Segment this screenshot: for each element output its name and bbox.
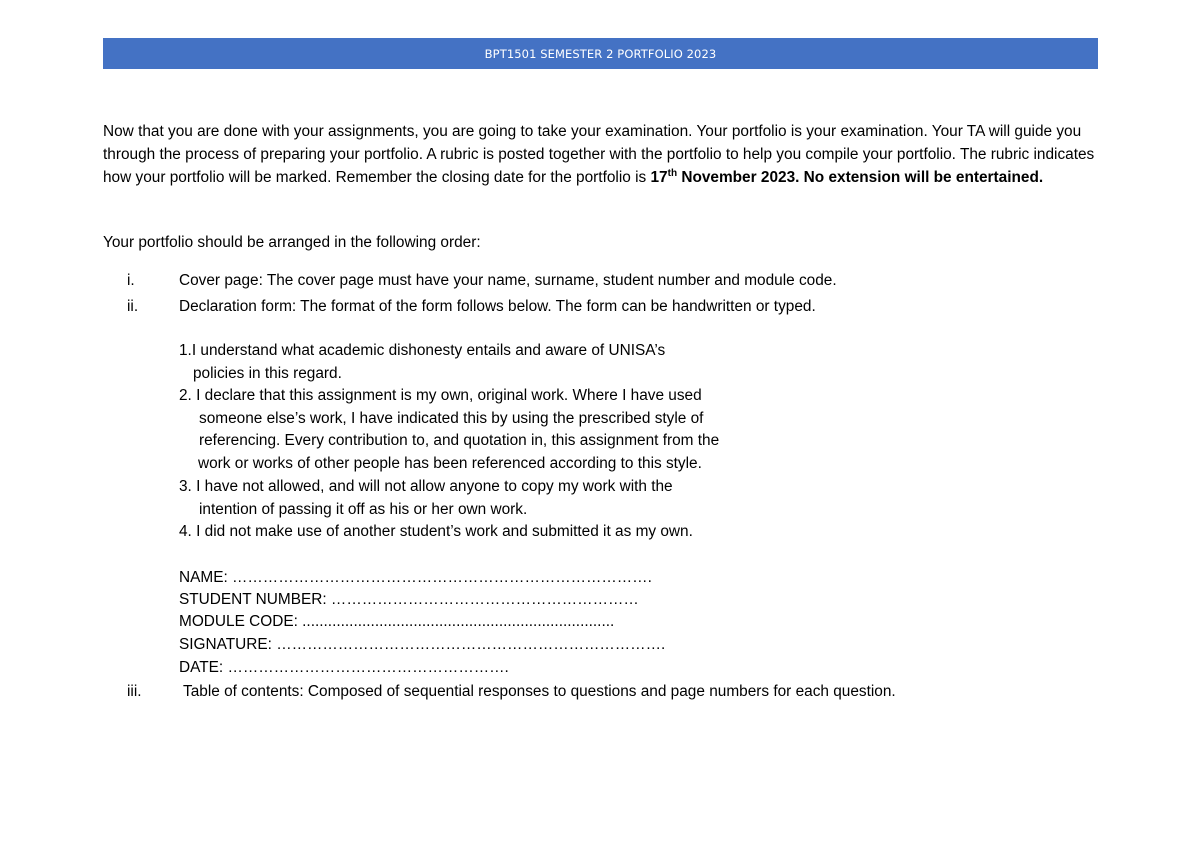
closing-date: 17th November 2023. No extension will be entertained. bbox=[650, 167, 1044, 186]
list-number: ii. bbox=[127, 298, 139, 315]
header-banner bbox=[103, 38, 1098, 69]
list-number: i. bbox=[127, 272, 135, 289]
intro-paragraph bbox=[103, 120, 1103, 189]
name-field-line: NAME: ………………………………………………………………………. bbox=[179, 569, 652, 586]
declaration-item-4: 4. I did not make use of another student’s work and submitted it as my own. bbox=[179, 523, 693, 540]
declaration-item-3: 3. I have not allowed, and will not allow anyone to copy my work with the intention of passing it off as his or her own work. bbox=[179, 478, 673, 518]
date-field-line: DATE: ………………………………………………. bbox=[179, 659, 509, 676]
list-number: iii. bbox=[127, 683, 142, 700]
list-text: Table of contents: Composed of sequential responses to questions and page numbers for each question. bbox=[183, 683, 896, 700]
declaration-item-2: 2. I declare that this assignment is my own, original work. Where I have used someone else’s work, I have indicated this by using the prescribed style of referencing. Every contribution to, and quotation in, this assignment from the work or works of other people has been referenced according to this style. bbox=[179, 387, 720, 472]
page-header-title: BPT1501 SEMESTER 2 PORTFOLIO 2023 bbox=[484, 46, 717, 61]
intro-text: Now that you are done with your assignments, you are going to take your examination. Your portfolio is your examination. Your TA will guide you through the process of preparing your portfolio. A rubric is posted together with the portfolio to help you compile your portfolio. The rubric indicates how your portfolio will be marked. Remember the closing date for the portfolio is bbox=[103, 123, 1095, 186]
order-lead-text: Your portfolio should be arranged in the following order: bbox=[103, 234, 481, 251]
declaration-item-1: 1.I understand what academic dishonesty entails and aware of UNISA’s policies in this regard. bbox=[179, 342, 666, 382]
list-text: Cover page: The cover page must have your name, surname, student number and module code. bbox=[179, 272, 837, 289]
signature-field-line: SIGNATURE: …………………………………………………………………. bbox=[179, 636, 666, 653]
module-code-field-line: MODULE CODE: ......................................................................... bbox=[179, 613, 615, 630]
list-text: Declaration form: The format of the form follows below. The form can be handwritten or typed. bbox=[179, 298, 816, 315]
student-number-field-line: STUDENT NUMBER: …………………………………………………… bbox=[179, 591, 639, 608]
